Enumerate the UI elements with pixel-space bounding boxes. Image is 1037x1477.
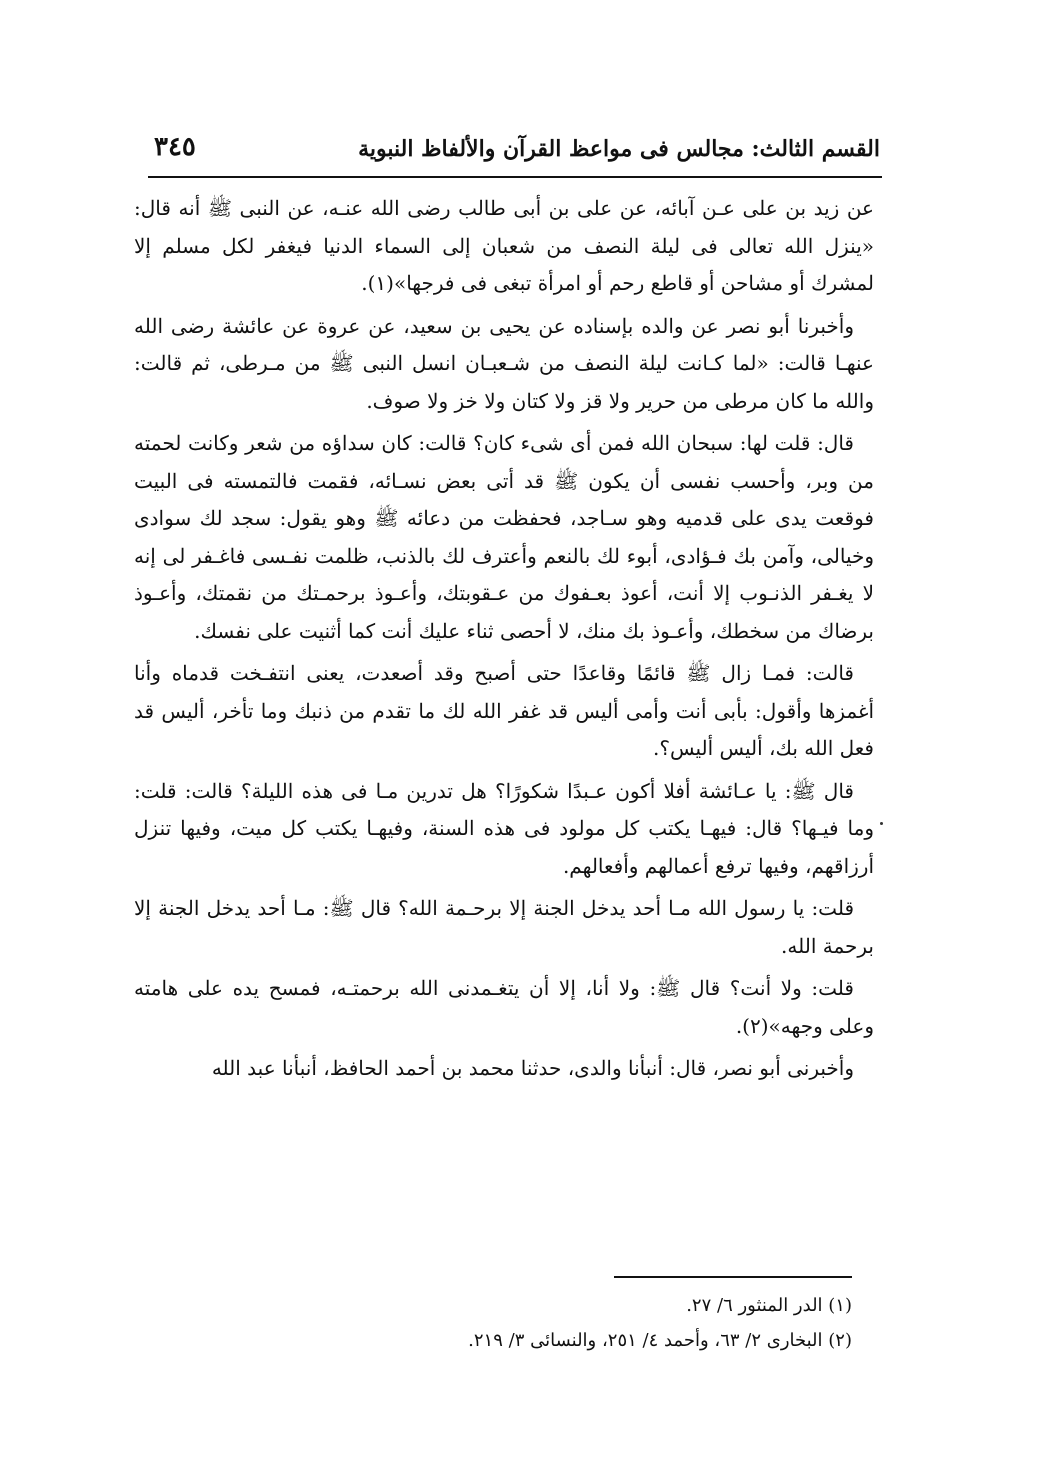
footnote: (٢) البخارى ٢/ ٦٣، وأحمد ٤/ ٢٥١، والنسائى ٣/ ٢١٩. (468, 1330, 852, 1351)
paragraph: قلت: يا رسول الله مـا أحد يدخل الجنة إلا برحـمة الله؟ قال ﷺ: مـا أحد يدخل الجنة إلا برحمة الله. (134, 896, 874, 958)
running-header (150, 132, 880, 172)
margin-dot (880, 822, 883, 825)
paragraph: قال ﷺ: يا عـائشة أفلا أكون عـبدًا شكورًا؟ هل تدرين مـا فى هذه الليلة؟ قالت: قلت: وما فيـها؟ قال: فيهـا يكتب كل مولود فى هذه السنة، وفيهـا يكتب كل ميت، وفيها تنزل أرزاقهم، وفيها ترفع أعمالهم وأفعالهم. (134, 778, 874, 878)
footnotes (300, 1288, 852, 1358)
paragraph: وأخبرنا أبو نصر عن والده بإسناده عن يحيى بن سعيد، عن عروة عن عائشة رضى الله عنهـا قالت: «لما كـانت ليلة النصف من شـعبـان انسل النبى ﷺ من مـرطى، ثم قالت: والله ما كان مرطى من حرير ولا قز ولا كتان ولا خز ولا صوف. (134, 313, 874, 413)
header-divider (148, 176, 882, 178)
paragraph: قال: قلت لها: سبحان الله فمن أى شىء كان؟ قالت: كان سداؤه من شعر وكانت لحمته من وبر، وأحسب نفسى أن يكون ﷺ قد أتى بعض نسـائه، فقمت فالتمسته فى البيت فوقعت يدى على قدميه وهو سـاجد، فحفظت من دعائه ﷺ وهو يقول: سجد لك سوادى وخيالى، وآمن بك فـؤادى، أبوء لك بالنعم وأعترف لك بالذنب، ظلمت نفـسى فاغـفر لى إنه لا يغـفر الذنـوب إلا أنت، أعوذ بعـفوك من عـقوبتك، وأعـوذ برحمـتك من نقمتك، وأعـوذ برضاك من سخطك، وأعـوذ بك منك، لا أحصى ثناء عليك أنت كما أثنيت على نفسك. (134, 431, 874, 643)
page-number: ٣٤٥ (154, 132, 196, 162)
paragraph: قلت: ولا أنت؟ قال ﷺ: ولا أنا، إلا أن يتغـمدنى الله برحمتـه، فمسح يده على هامته وعلى وجهه»(٢). (134, 976, 874, 1038)
running-header-title: القسم الثالث: مجالس فى مواعظ القرآن والألفاظ النبوية (358, 136, 880, 162)
paragraph: عن زيد بن على عـن آبائه، عن على بن أبى طالب رضى الله عنـه، عن النبى ﷺ أنه قال: «ينزل الله تعالى فى ليلة النصف من شعبان إلى السماء الدنيا فيغفر لكل مسلم إلا لمشرك أو مشاحن أو قاطع رحم أو امرأة تبغى فى فرجها»(١). (134, 196, 874, 295)
main-text (134, 190, 874, 1093)
footnote-divider (614, 1276, 852, 1278)
paragraph: وأخبرنى أبو نصر، قال: أنبأنا والدى، حدثنا محمد بن أحمد الحافظ، أنبأنا عبد الله (211, 1056, 854, 1080)
footnote: (١) الدر المنثور ٦/ ٢٧. (686, 1295, 852, 1316)
paragraph: قالت: فمـا زال ﷺ قائمًا وقاعدًا حتى أصبح وقد أصعدت، يعنى انتفـخت قدماه وأنا أغمزها وأقول: بأبى أنت وأمى أليس قد غفر الله لك ما تقدم من ذنبك وما تأخر، أليس قد فعل الله بك، أليس أليس؟. (134, 661, 874, 760)
